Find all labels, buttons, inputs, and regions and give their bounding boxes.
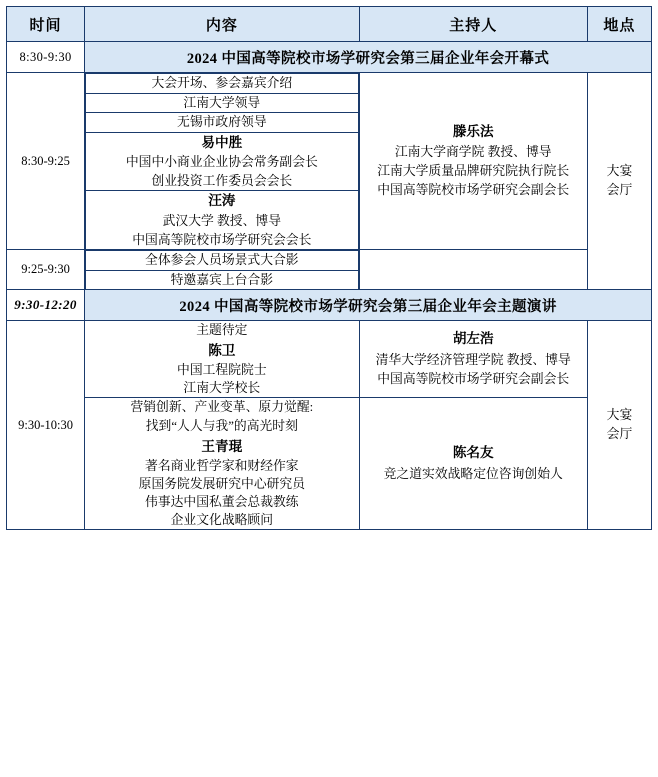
content-item	[86, 113, 358, 133]
row-time: 9:25-9:30	[7, 250, 85, 290]
row-place	[587, 73, 651, 290]
speaker-detail: 原国务院发展研究中心研究员	[138, 476, 305, 491]
speaker-detail: 中国工程院院士	[177, 362, 267, 377]
row-time: 9:30-10:30	[7, 321, 85, 530]
host-detail: 清华大学经济管理学院 教授、博导	[375, 352, 571, 367]
content-item-text: 大会开场、参会嘉宾介绍	[86, 74, 358, 94]
host-detail: 中国高等院校市场学研究会副会长	[377, 183, 570, 198]
content-item-speaker	[86, 191, 358, 249]
host-detail: 中国高等院校市场学研究会副会长	[377, 371, 570, 386]
speaker-detail: 中国中小商业企业协会常务副会长	[125, 155, 318, 170]
section-banner-row	[7, 290, 652, 321]
speaker-detail: 武汉大学 教授、博导	[162, 214, 281, 229]
speaker-name: 陈卫	[208, 342, 236, 358]
header-host: 主持人	[359, 7, 587, 42]
speaker-detail: 伟事达中国私董会总裁教练	[145, 495, 299, 510]
speaker-detail: 企业文化战略顾问	[170, 513, 273, 528]
row-time: 8:30-9:25	[7, 73, 85, 250]
content-item-text: 特邀嘉宾上台合影	[86, 270, 358, 289]
row-place	[587, 321, 651, 530]
content-item-speaker	[86, 132, 358, 191]
content-subtable	[85, 250, 358, 289]
place-line-2: 会厅	[606, 427, 633, 442]
speaker-detail: 著名商业哲学家和财经作家	[145, 458, 299, 473]
host-detail: 江南大学商学院 教授、博导	[394, 145, 552, 160]
row-host	[359, 73, 587, 250]
place-line-1: 大宴	[606, 408, 633, 423]
section-1-banner-title: 2024 中国高等院校市场学研究会第三届企业年会开幕式	[85, 42, 652, 73]
table-row	[7, 321, 652, 398]
table-row	[7, 398, 652, 530]
speaker-name: 汪涛	[208, 193, 236, 209]
content-item	[86, 93, 358, 113]
row-content	[85, 398, 359, 530]
speaker-detail: 江南大学校长	[183, 380, 261, 395]
row-content	[85, 321, 359, 398]
host-name: 胡左浩	[452, 331, 494, 347]
content-item	[86, 270, 358, 289]
content-item-text: 无锡市政府领导	[86, 113, 358, 133]
section-2-banner-time: 9:30-12:20	[7, 290, 85, 321]
content-item	[86, 191, 358, 249]
host-name: 滕乐法	[452, 123, 494, 139]
agenda-table	[6, 6, 652, 530]
host-detail: 江南大学质量品牌研究院执行院长	[377, 164, 570, 179]
speaker-detail: 创业投资工作委员会会长	[151, 173, 293, 188]
section-banner-row	[7, 42, 652, 73]
host-name: 陈名友	[452, 445, 494, 461]
place-line-2: 会厅	[606, 183, 633, 198]
row-host-empty	[359, 250, 587, 290]
place-line-1: 大宴	[606, 163, 633, 178]
content-item-text: 江南大学领导	[86, 93, 358, 113]
speaker-name: 王青琨	[201, 438, 243, 454]
section-2-banner-title: 2024 中国高等院校市场学研究会第三届企业年会主题演讲	[85, 290, 652, 321]
row-content	[85, 250, 359, 290]
row-host	[359, 321, 587, 398]
table-row	[7, 73, 652, 250]
header-place: 地点	[587, 7, 651, 42]
talk-title: 找到“人人与我”的高光时刻	[145, 419, 298, 434]
host-detail: 竞之道实效战略定位咨询创始人	[383, 466, 563, 481]
header-content: 内容	[85, 7, 359, 42]
header-time: 时间	[7, 7, 85, 42]
section-1-banner-time: 8:30-9:30	[7, 42, 85, 73]
content-item-text: 全体参会人员场景式大合影	[86, 251, 358, 271]
speaker-detail: 中国高等院校市场学研究会会长	[132, 232, 312, 247]
table-header-row	[7, 7, 652, 42]
speaker-name: 易中胜	[201, 134, 243, 150]
talk-title: 营销创新、产业变革、原力觉醒:	[130, 400, 314, 415]
row-host	[359, 398, 587, 530]
content-item	[86, 132, 358, 191]
content-subtable	[85, 73, 358, 249]
table-row	[7, 250, 652, 290]
content-item	[86, 251, 358, 271]
row-content	[85, 73, 359, 250]
content-item	[86, 74, 358, 94]
talk-title: 主题待定	[196, 323, 248, 338]
